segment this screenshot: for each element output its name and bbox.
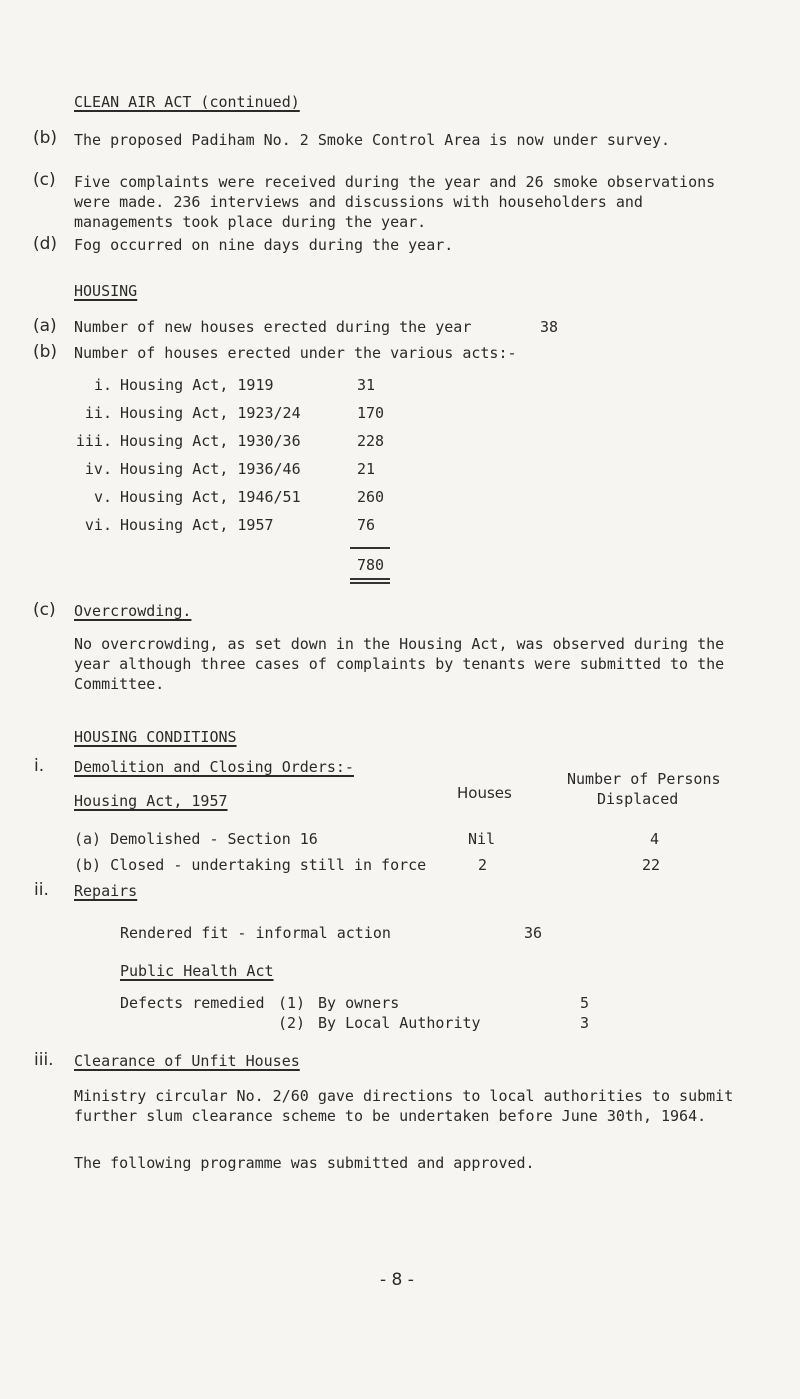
act-label: Housing Act, 1946/51 bbox=[120, 488, 301, 506]
rendered-fit-value: 36 bbox=[524, 924, 543, 942]
programme-statement: The following programme was submitted and approved. bbox=[74, 1154, 535, 1172]
page-heading: CLEAN AIR ACT (continued) bbox=[74, 93, 300, 111]
defect-value: 3 bbox=[580, 1014, 590, 1032]
column-header-displaced: Displaced bbox=[597, 790, 679, 808]
page-number: - 8 - bbox=[380, 1270, 414, 1290]
act-number: iii. bbox=[75, 432, 112, 450]
rendered-fit-label: Rendered fit - informal action bbox=[120, 924, 391, 942]
defect-label: By owners bbox=[318, 994, 400, 1012]
housing-act-1957-heading: Housing Act, 1957 bbox=[74, 792, 228, 810]
closed-persons: 22 bbox=[642, 856, 661, 874]
column-header-persons: Number of Persons bbox=[567, 770, 721, 788]
acts-total: 780 bbox=[357, 556, 385, 574]
act-value: 31 bbox=[357, 376, 376, 394]
item-marker: iii. bbox=[34, 1050, 54, 1070]
repairs-heading: Repairs bbox=[74, 882, 138, 900]
act-label: Housing Act, 1936/46 bbox=[120, 460, 301, 478]
defects-remedied-label: Defects remedied bbox=[120, 994, 265, 1012]
act-value: 170 bbox=[357, 404, 385, 422]
act-label: Housing Act, 1957 bbox=[120, 516, 274, 534]
demolition-heading: Demolition and Closing Orders:- bbox=[74, 758, 354, 776]
overcrowding-heading: Overcrowding. bbox=[74, 602, 192, 620]
clearance-heading: Clearance of Unfit Houses bbox=[74, 1052, 300, 1070]
closed-houses: 2 bbox=[478, 856, 488, 874]
overcrowding-paragraph: No overcrowding, as set down in the Housing Act, was observed during the year although three cases of complaints by tenants were submitted to the Committee. bbox=[74, 635, 725, 693]
defect-number: (1) bbox=[278, 994, 306, 1012]
demolished-label: (a) Demolished - Section 16 bbox=[74, 830, 318, 848]
item-marker: (c) bbox=[33, 170, 56, 190]
act-number: ii. bbox=[84, 404, 112, 422]
item-marker: (b) bbox=[33, 342, 58, 362]
section-heading-housing: HOUSING bbox=[74, 282, 138, 300]
act-label: Housing Act, 1919 bbox=[120, 376, 274, 394]
paragraph-complaints: Five complaints were received during the year and 26 smoke observations were made. 236 interviews and discussions with householders and managements took place during the year. bbox=[74, 173, 716, 231]
defect-number: (2) bbox=[278, 1014, 306, 1032]
act-value: 260 bbox=[357, 488, 385, 506]
public-health-act-heading: Public Health Act bbox=[120, 962, 274, 980]
total-rule-double-1 bbox=[350, 578, 390, 580]
act-label: Housing Act, 1923/24 bbox=[120, 404, 301, 422]
demolished-houses: Nil bbox=[468, 830, 496, 848]
item-marker: i. bbox=[34, 756, 45, 776]
act-value: 76 bbox=[357, 516, 376, 534]
total-rule-double-2 bbox=[350, 582, 390, 584]
item-marker: (c) bbox=[33, 600, 56, 620]
new-houses-value: 38 bbox=[540, 318, 559, 336]
item-marker: (b) bbox=[33, 128, 58, 148]
act-label: Housing Act, 1930/36 bbox=[120, 432, 301, 450]
acts-label: Number of houses erected under the various acts:- bbox=[74, 344, 517, 362]
total-rule-top bbox=[350, 547, 390, 549]
clearance-paragraph: Ministry circular No. 2/60 gave directions to local authorities to submit further slum clearance scheme to be undertaken before June 30th, 1964. bbox=[74, 1087, 734, 1125]
item-marker: (a) bbox=[33, 316, 57, 336]
act-number: vi. bbox=[84, 516, 112, 534]
demolished-persons: 4 bbox=[650, 830, 660, 848]
act-number: i. bbox=[93, 376, 112, 394]
act-number: v. bbox=[93, 488, 112, 506]
act-value: 21 bbox=[357, 460, 376, 478]
column-header-houses: Houses bbox=[457, 784, 512, 802]
act-number: iv. bbox=[84, 460, 112, 478]
paragraph-smoke-control: The proposed Padiham No. 2 Smoke Control Area is now under survey. bbox=[74, 131, 671, 149]
item-marker: (d) bbox=[33, 234, 58, 254]
item-marker: ii. bbox=[34, 880, 49, 900]
defect-value: 5 bbox=[580, 994, 590, 1012]
new-houses-label: Number of new houses erected during the year bbox=[74, 318, 472, 336]
act-value: 228 bbox=[357, 432, 385, 450]
defect-label: By Local Authority bbox=[318, 1014, 481, 1032]
section-heading-conditions: HOUSING CONDITIONS bbox=[74, 728, 237, 746]
paragraph-fog: Fog occurred on nine days during the year. bbox=[74, 236, 454, 254]
closed-label: (b) Closed - undertaking still in force bbox=[74, 856, 427, 874]
